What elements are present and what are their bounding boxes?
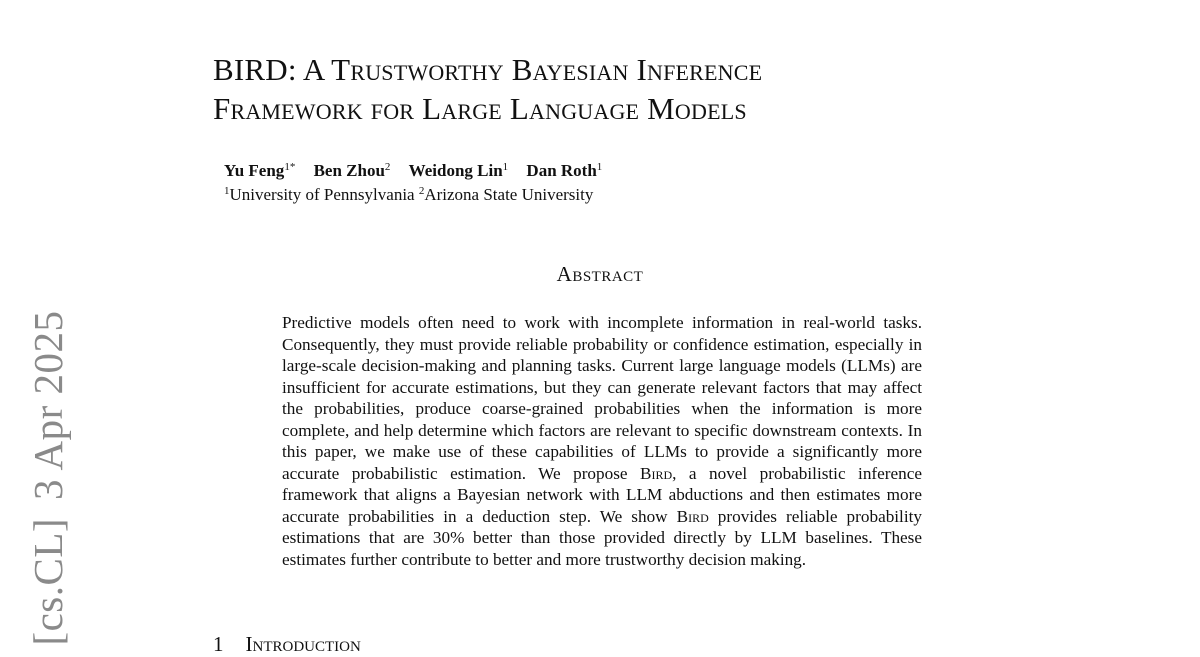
paper-title	[213, 50, 973, 128]
arxiv-date: 3 Apr 2025	[25, 310, 71, 500]
section-number: 1	[213, 632, 224, 656]
section-heading	[213, 632, 361, 657]
affiliations	[224, 184, 593, 206]
abstract-text: Predictive models often need to work with incomplete information in real-world tasks. Consequently, they must provide reliable probability or confidence estimation, especially in large-scale decision-making and planning tasks. Current large language models (LLMs) are insufficient for accurate estimations, but they can generate relevant factors that may affect the probabilities, produce coarse-grained probabilities when the information is more complete, and help determine which factors are relevant to specific downstream contexts. In this paper, we make use of these capabilities of LLMs to provide a significantly more accurate probabilistic estimation. We propose Bird, a novel probabilistic inference framework that aligns a Bayesian network with LLM abductions and then estimates more accurate probabilities in a deduction step. We show Bird provides reliable probability estimations that are 30% better than those provided directly by LLM baselines. These estimates further contribute to better and more trustworthy decision making.	[282, 313, 922, 569]
method-name: Bird	[676, 506, 709, 526]
author: Yu Feng$^{1*}$	[224, 161, 296, 180]
title-line-1: BIRD: A Trustworthy Bayesian Inference	[213, 52, 763, 87]
author: Weidong Lin$^1$	[408, 161, 509, 180]
section-title: Introduction	[245, 632, 361, 656]
author-list	[224, 160, 616, 182]
arxiv-stamp	[24, 310, 72, 645]
method-name: Bird	[640, 463, 673, 483]
affiliation: $^2$Arizona State University	[418, 185, 594, 204]
affiliation: $^1$University of Pennsylvania	[224, 185, 415, 204]
arxiv-category: [cs.CL]	[25, 517, 71, 646]
abstract-heading: Abstract	[556, 262, 644, 286]
title-line-2: Framework for Large Language Models	[213, 91, 747, 126]
author: Dan Roth$^1$	[526, 161, 603, 180]
author: Ben Zhou$^2$	[313, 161, 391, 180]
